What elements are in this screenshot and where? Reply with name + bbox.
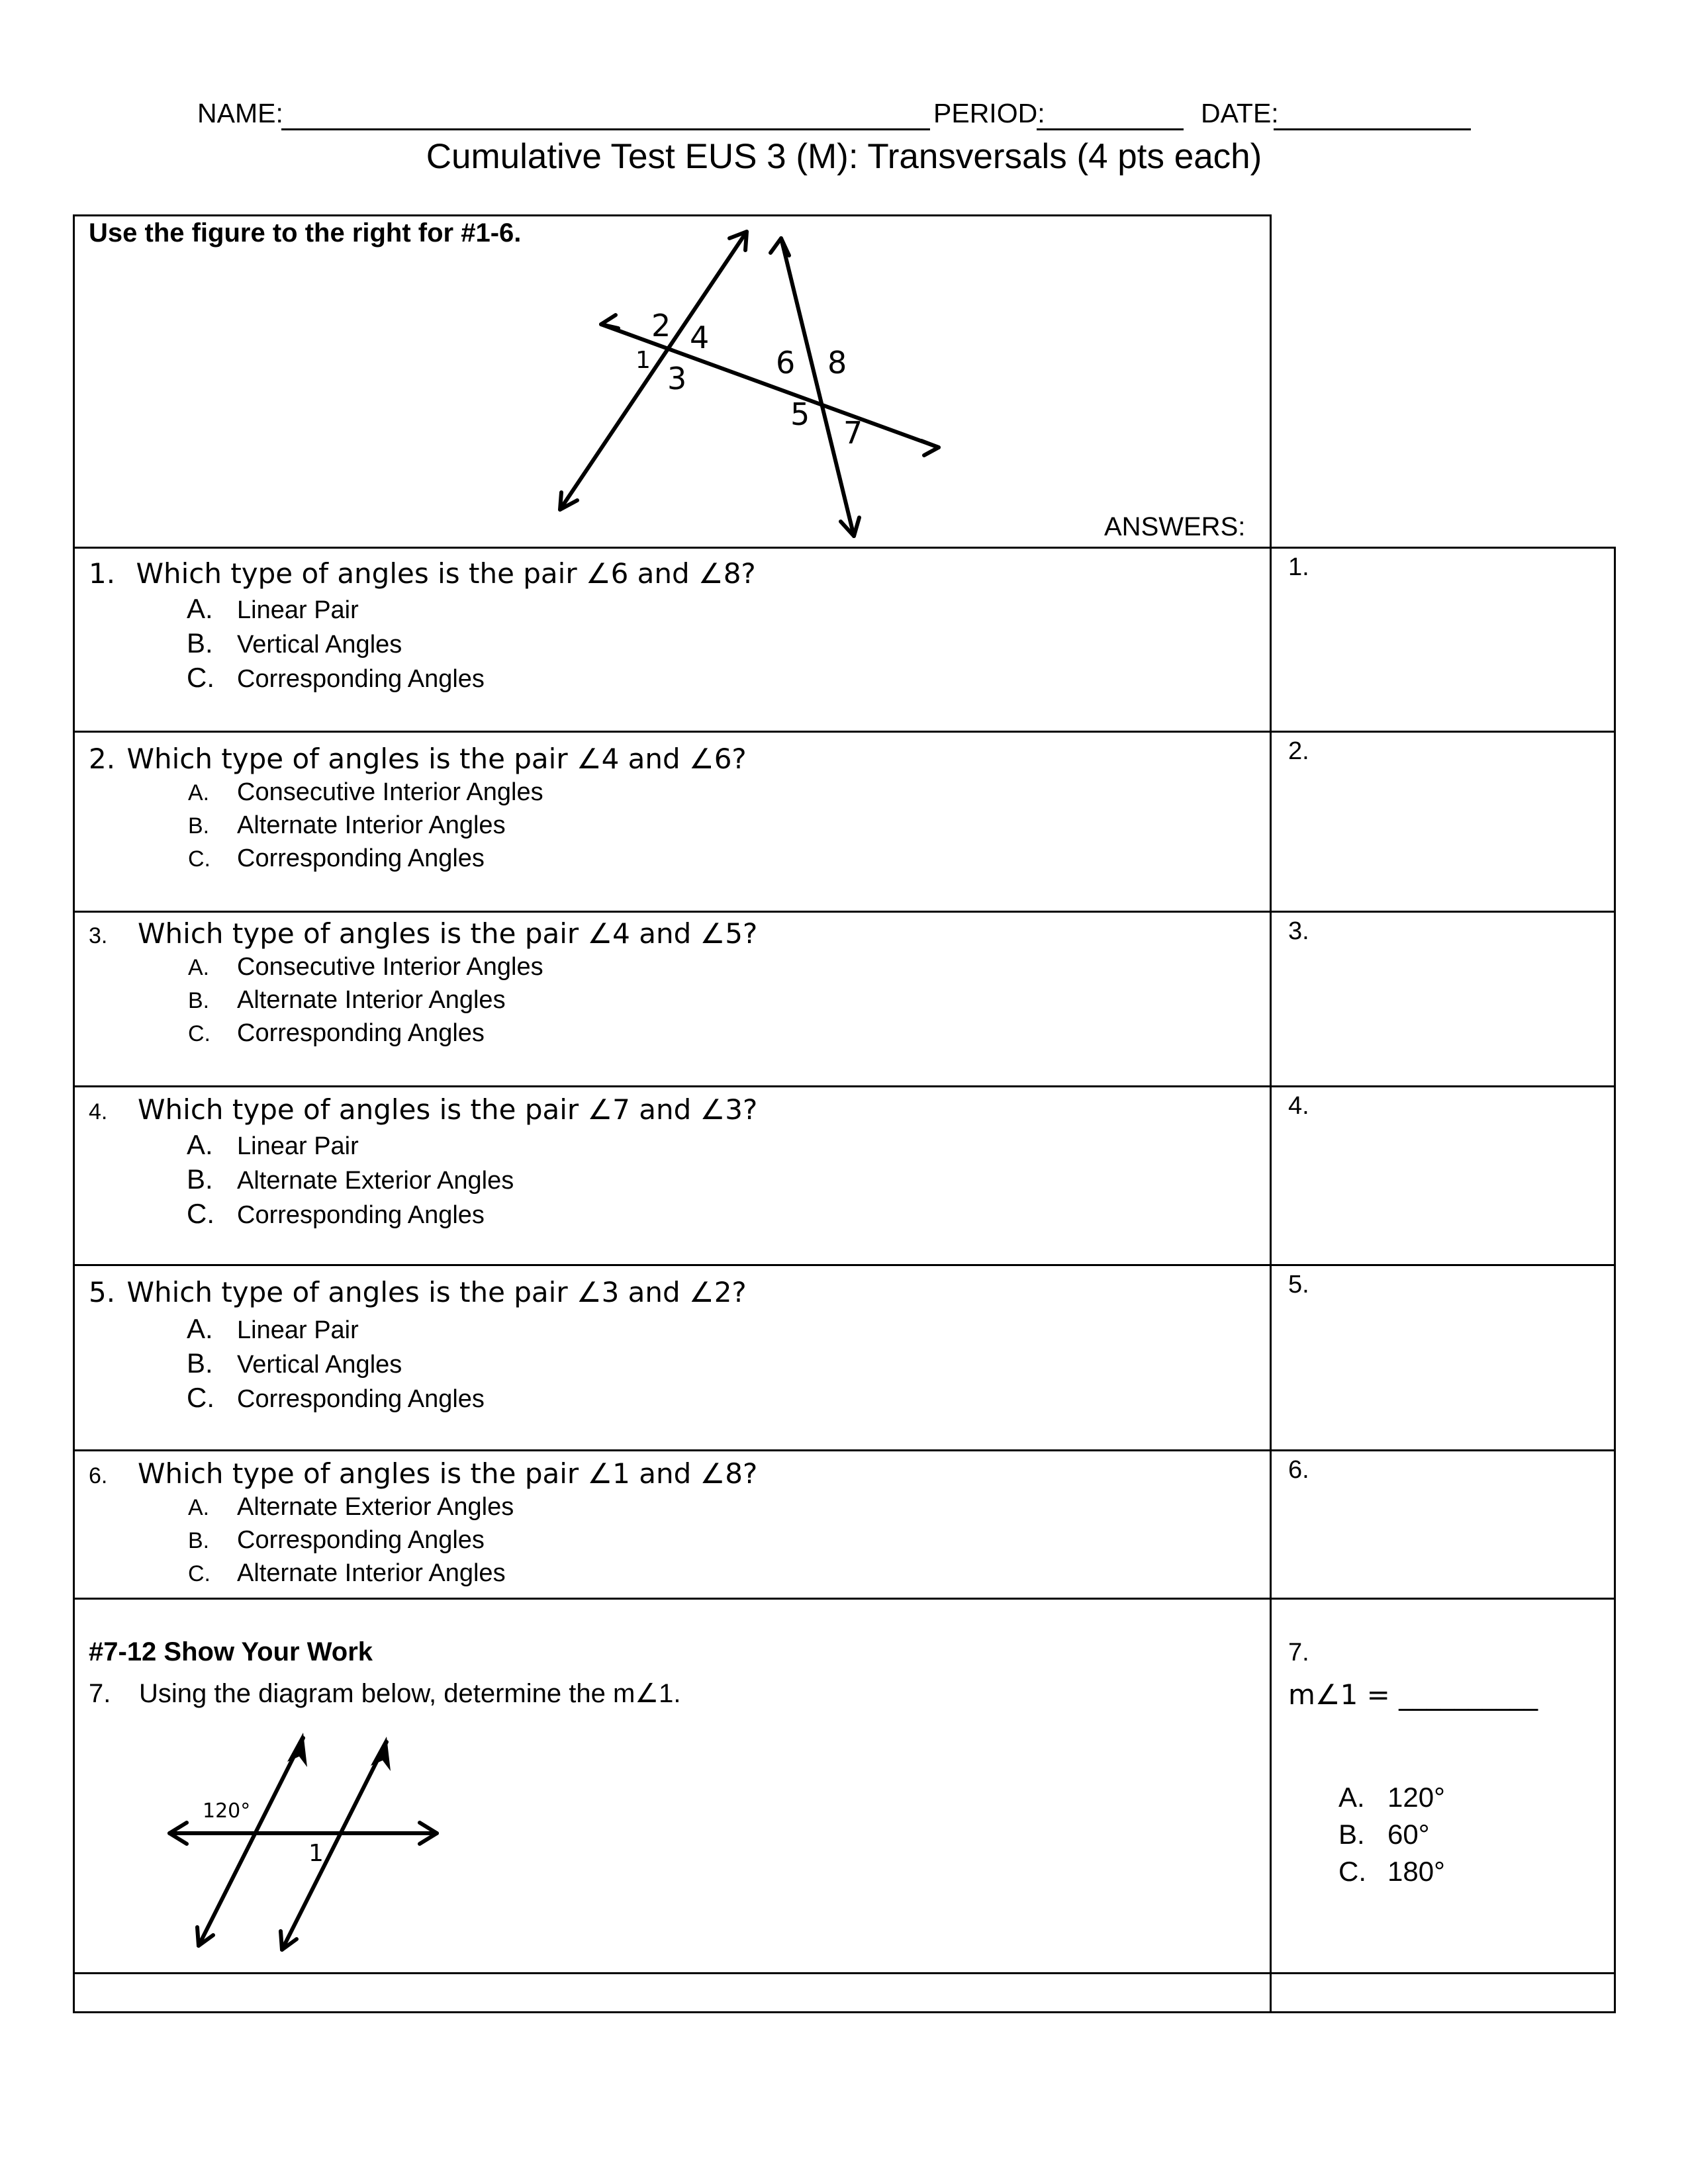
option-1c[interactable]: C. Corresponding Angles: [187, 662, 485, 693]
line-b: [781, 238, 854, 536]
question-3-number: 3.: [89, 923, 108, 948]
question-2-text: Which type of angles is the pair ∠4 and ∠6?: [126, 743, 747, 775]
figure-instruction: Use the figure to the right for #1-6.: [89, 218, 522, 248]
answer-5-number: 5.: [1288, 1271, 1309, 1298]
question-4-text: Which type of angles is the pair ∠7 and ∠3?: [138, 1093, 758, 1126]
angle-label-5: 5: [790, 396, 810, 432]
question-3-options: [188, 953, 543, 1052]
option-3b[interactable]: B. Alternate Interior Angles: [188, 986, 506, 1014]
question-7: [89, 1678, 681, 1709]
option-2b[interactable]: B. Alternate Interior Angles: [188, 811, 506, 839]
choice-7a[interactable]: A. 120°: [1338, 1782, 1445, 1813]
arrowhead-b-top: [771, 238, 789, 255]
work-section-heading: #7-12 Show Your Work: [89, 1637, 373, 1666]
option-2a[interactable]: A. Consecutive Interior Angles: [188, 778, 543, 806]
line-a: [560, 232, 747, 510]
question-7-text: Using the diagram below, determine the m∠1.: [139, 1679, 681, 1708]
question-5-number: 5.: [89, 1276, 116, 1308]
option-6a[interactable]: A. Alternate Exterior Angles: [188, 1493, 514, 1521]
angle-label-4: 4: [690, 320, 710, 355]
answer-3-field[interactable]: [1272, 913, 1613, 1084]
question-1: [89, 557, 756, 590]
question-3: [89, 917, 757, 950]
question-6-options: [188, 1493, 514, 1592]
question-1-options: [187, 593, 485, 696]
angle-label-6: 6: [776, 345, 796, 381]
question-2: [89, 743, 747, 775]
diagram-parallel-line-2: [282, 1742, 387, 1950]
question-1-number: 1.: [89, 557, 116, 590]
answer-4-number: 4.: [1288, 1092, 1309, 1120]
angle-label-1: 1: [635, 347, 651, 374]
option-1a[interactable]: A. Linear Pair: [187, 593, 359, 624]
answer-6-field[interactable]: [1272, 1451, 1613, 1596]
question-6-number: 6.: [89, 1463, 108, 1488]
question-7-number: 7.: [89, 1679, 111, 1708]
answer-7-choices: [1338, 1782, 1445, 1893]
page-title: Cumulative Test EUS 3 (M): Transversals (4 pts each): [426, 137, 1262, 176]
option-4b[interactable]: B. Alternate Exterior Angles: [187, 1163, 514, 1195]
answer-2-field[interactable]: [1272, 733, 1613, 909]
period-label: PERIOD:: [933, 98, 1045, 128]
question-5-text: Which type of angles is the pair ∠3 and ∠2?: [126, 1276, 747, 1308]
option-4c[interactable]: C. Corresponding Angles: [187, 1198, 485, 1229]
diagram-angle-120: 120°: [203, 1799, 251, 1823]
angle-label-7: 7: [843, 415, 863, 451]
option-4a[interactable]: A. Linear Pair: [187, 1129, 359, 1160]
option-5a[interactable]: A. Linear Pair: [187, 1313, 359, 1344]
diagram-parallel-line-1: [199, 1738, 303, 1946]
question-6: [89, 1457, 757, 1490]
parallel-lines-diagram: [152, 1714, 470, 1966]
date-blank[interactable]: [1274, 128, 1471, 130]
option-3a[interactable]: A. Consecutive Interior Angles: [188, 953, 543, 981]
arrowhead-transversal-right: [921, 441, 939, 455]
angle-label-8: 8: [827, 345, 847, 381]
answer-2-number: 2.: [1288, 737, 1309, 765]
question-1-text: Which type of angles is the pair ∠6 and ∠8?: [136, 557, 756, 590]
question-6-text: Which type of angles is the pair ∠1 and ∠8?: [138, 1457, 758, 1490]
question-2-options: [188, 778, 543, 878]
question-4: [89, 1093, 757, 1126]
answer-6-number: 6.: [1288, 1456, 1309, 1484]
period-blank[interactable]: [1037, 128, 1184, 130]
option-2c[interactable]: C. Corresponding Angles: [188, 844, 485, 872]
name-period-date-line: [197, 98, 283, 129]
choice-7b[interactable]: B. 60°: [1338, 1819, 1430, 1850]
option-5c[interactable]: C. Corresponding Angles: [187, 1382, 485, 1413]
name-label: NAME:: [197, 98, 283, 128]
option-6b[interactable]: B. Corresponding Angles: [188, 1526, 485, 1554]
question-2-number: 2.: [89, 743, 116, 775]
answer-7-prompt[interactable]: m∠1 = __________: [1288, 1678, 1538, 1711]
answer-1-field[interactable]: [1272, 549, 1613, 729]
question-3-text: Which type of angles is the pair ∠4 and ∠5?: [138, 917, 758, 950]
answers-label: ANSWERS:: [1104, 512, 1246, 541]
answer-3-number: 3.: [1288, 917, 1309, 945]
answer-4-field[interactable]: [1272, 1087, 1613, 1263]
answer-5-field[interactable]: [1272, 1266, 1613, 1448]
transversal-figure: [516, 218, 980, 549]
angle-label-3: 3: [667, 361, 687, 396]
option-5b[interactable]: B. Vertical Angles: [187, 1347, 402, 1379]
option-1b[interactable]: B. Vertical Angles: [187, 627, 402, 659]
answer-7-number: 7.: [1288, 1639, 1309, 1666]
arrowhead-transversal-left: [601, 315, 618, 328]
angle-label-2: 2: [651, 308, 671, 343]
question-5: [89, 1276, 747, 1308]
option-3c[interactable]: C. Corresponding Angles: [188, 1019, 485, 1047]
option-6c[interactable]: C. Alternate Interior Angles: [188, 1559, 506, 1587]
diagram-angle-1: 1: [308, 1840, 324, 1867]
name-blank[interactable]: [281, 128, 930, 130]
question-4-options: [187, 1129, 514, 1232]
choice-7c[interactable]: C. 180°: [1338, 1856, 1445, 1887]
date-label: DATE:: [1201, 98, 1279, 128]
question-4-number: 4.: [89, 1099, 108, 1124]
answer-1-number: 1.: [1288, 553, 1309, 581]
question-5-options: [187, 1313, 485, 1416]
